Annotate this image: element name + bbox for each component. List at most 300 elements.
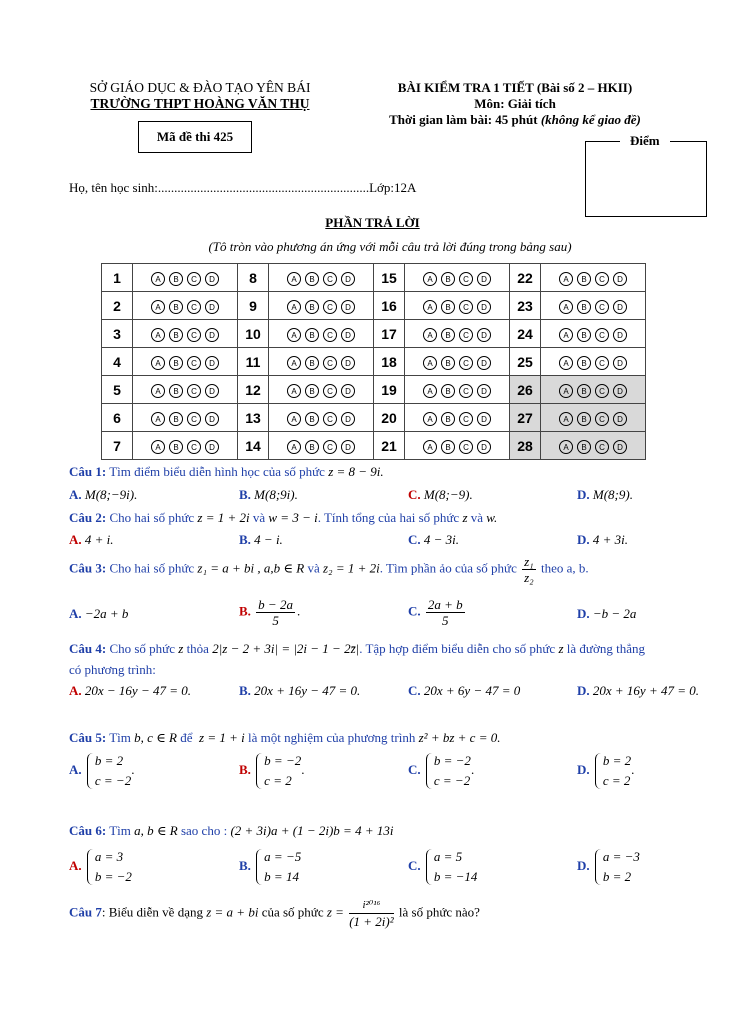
exam-title: BÀI KIỂM TRA 1 TIẾT (Bài số 2 – HKII) xyxy=(397,80,633,95)
answer-bubbles-cell xyxy=(541,348,646,376)
answer-bubbles-cell xyxy=(133,376,238,404)
q3-c-den: 5 xyxy=(442,613,449,628)
answer-bubble-c[interactable]: C xyxy=(459,272,473,286)
question-1 xyxy=(69,464,384,480)
answer-bubble-d[interactable]: D xyxy=(477,300,491,314)
q5-option-a-system xyxy=(85,751,131,791)
q3-expr1: z₁ = a + bi , a,b ∈ R xyxy=(197,560,305,576)
answer-bubbles-cell xyxy=(133,348,238,376)
q3-b-den: 5 xyxy=(272,613,279,628)
q3-option-a-label: A. xyxy=(69,606,82,621)
question-number-cell: 9 xyxy=(238,292,269,320)
answer-bubble-d[interactable]: D xyxy=(613,384,627,398)
q2-option-c[interactable] xyxy=(408,532,459,548)
answer-bubble-a[interactable]: A xyxy=(151,328,165,342)
answer-bubble-a[interactable]: A xyxy=(559,412,573,426)
question-number-cell: 19 xyxy=(374,376,405,404)
answer-bubble-c[interactable]: C xyxy=(323,440,337,454)
time-text: Thời gian làm bài: 45 phút xyxy=(389,112,538,127)
q4-option-b-label: B. xyxy=(239,683,251,698)
answer-bubble-a[interactable]: A xyxy=(423,440,437,454)
answer-bubble-b[interactable]: B xyxy=(577,300,591,314)
q5-b-line2: c = 2 xyxy=(264,773,292,788)
answer-bubble-c[interactable]: C xyxy=(595,300,609,314)
q1-option-d-label: D. xyxy=(577,487,590,502)
q2-text: Cho hai số phức xyxy=(109,510,195,525)
q5-option-d[interactable]: D. b = 2 c = 2 . xyxy=(577,751,634,791)
question-4 xyxy=(69,641,645,657)
q2-option-a[interactable] xyxy=(69,532,114,548)
q2-option-a-text: 4 + i. xyxy=(84,532,114,547)
answer-grid-row xyxy=(102,404,646,432)
q7-text2: của số phức xyxy=(261,904,324,920)
answer-bubbles-cell xyxy=(133,320,238,348)
question-7 xyxy=(69,898,480,929)
q7-frac-num: i²⁰¹⁶ xyxy=(349,898,393,914)
q5-text: Tìm xyxy=(109,730,131,745)
q1-option-b-text: M(8;9i). xyxy=(254,487,298,502)
q6-c-line1: a = 5 xyxy=(433,849,463,864)
answer-bubble-b[interactable]: B xyxy=(305,356,319,370)
score-box xyxy=(585,141,707,217)
exam-code-box: Mã đề thi 425 xyxy=(138,121,252,153)
q4-option-a-text: 20x − 16y − 47 = 0. xyxy=(84,683,191,698)
answer-bubble-d[interactable]: D xyxy=(477,272,491,286)
q5-a-line1: b = 2 xyxy=(94,753,124,768)
answer-bubble-b[interactable]: B xyxy=(169,356,183,370)
answer-bubble-c[interactable]: C xyxy=(187,384,201,398)
answer-bubble-d[interactable]: D xyxy=(613,272,627,286)
q6-c-line2: b = −14 xyxy=(433,869,478,884)
q3-option-c-frac xyxy=(426,597,465,628)
answer-bubble-b[interactable]: B xyxy=(169,440,183,454)
q5-label: Câu 5: xyxy=(69,730,107,745)
q2-option-c-label: C. xyxy=(408,532,421,547)
answer-bubble-b[interactable]: B xyxy=(305,384,319,398)
answer-bubble-b[interactable]: B xyxy=(441,412,455,426)
answer-bubble-c[interactable]: C xyxy=(187,272,201,286)
answer-bubble-a[interactable]: A xyxy=(287,300,301,314)
answer-bubble-d[interactable]: D xyxy=(341,328,355,342)
q6-a-line2: b = −2 xyxy=(94,869,132,884)
question-number-cell: 27 xyxy=(510,404,541,432)
answer-bubble-c[interactable]: C xyxy=(595,440,609,454)
answer-bubble-a[interactable]: A xyxy=(151,384,165,398)
answer-bubble-b[interactable]: B xyxy=(169,300,183,314)
answer-bubble-a[interactable]: A xyxy=(559,300,573,314)
answer-bubble-c[interactable]: C xyxy=(187,440,201,454)
q6-option-b-label: B. xyxy=(239,857,251,873)
answer-bubbles-cell xyxy=(541,264,646,292)
answer-bubble-c[interactable]: C xyxy=(323,272,337,286)
answer-bubble-d[interactable]: D xyxy=(613,412,627,426)
answer-bubble-c[interactable]: C xyxy=(187,412,201,426)
answer-bubble-b[interactable]: B xyxy=(305,328,319,342)
answer-bubble-d[interactable]: D xyxy=(205,272,219,286)
answer-bubble-c[interactable]: C xyxy=(323,384,337,398)
q6-option-c-system xyxy=(424,847,478,887)
question-number-cell: 8 xyxy=(238,264,269,292)
q6-vars: a, b ∈ R xyxy=(134,823,178,838)
q6-a-line1: a = 3 xyxy=(94,849,124,864)
q3-option-b-frac xyxy=(256,597,295,628)
answer-bubble-d[interactable]: D xyxy=(341,384,355,398)
q5-option-b[interactable]: B. b = −2 c = 2 . xyxy=(239,751,304,791)
q7-text3: là số phức nào? xyxy=(398,904,480,920)
q2-text2: . Tính tổng của hai số phức xyxy=(317,510,460,525)
answer-bubbles-cell xyxy=(541,376,646,404)
answer-bubbles-cell xyxy=(133,432,238,460)
answer-bubble-d[interactable]: D xyxy=(613,440,627,454)
answer-bubble-c[interactable]: C xyxy=(323,356,337,370)
answer-bubbles-cell xyxy=(405,264,510,292)
answer-bubble-b[interactable]: B xyxy=(169,272,183,286)
q5-d-line1: b = 2 xyxy=(602,753,632,768)
answer-bubble-d[interactable]: D xyxy=(205,300,219,314)
answer-bubble-a[interactable]: A xyxy=(559,384,573,398)
q4-option-c[interactable] xyxy=(408,683,520,699)
q2-option-b-text: 4 − i. xyxy=(254,532,283,547)
q6-label: Câu 6: xyxy=(69,823,107,838)
q1-option-d[interactable] xyxy=(577,487,633,503)
answer-bubble-a[interactable]: A xyxy=(151,356,165,370)
answer-bubble-b[interactable]: B xyxy=(577,356,591,370)
q2-and2: và xyxy=(470,510,484,525)
q4-z: z xyxy=(178,641,184,656)
q4-option-a[interactable] xyxy=(69,683,191,699)
answer-bubble-a[interactable]: A xyxy=(423,412,437,426)
answer-bubble-a[interactable]: A xyxy=(559,328,573,342)
answer-grid xyxy=(101,263,646,460)
answer-bubble-b[interactable]: B xyxy=(577,328,591,342)
question-number-cell: 25 xyxy=(510,348,541,376)
q7-zeq: z = xyxy=(326,904,344,920)
answer-bubble-c[interactable]: C xyxy=(595,384,609,398)
answer-bubbles-cell xyxy=(269,348,374,376)
q2-option-b[interactable] xyxy=(239,532,283,548)
answer-bubble-b[interactable]: B xyxy=(305,300,319,314)
question-number-cell: 11 xyxy=(238,348,269,376)
answer-bubble-b[interactable]: B xyxy=(169,384,183,398)
answer-bubble-d[interactable]: D xyxy=(341,440,355,454)
answer-bubble-d[interactable]: D xyxy=(205,328,219,342)
q1-option-c-text: M(8;−9). xyxy=(423,487,473,502)
q2-option-d-text: 4 + 3i. xyxy=(592,532,629,547)
answer-bubble-b[interactable]: B xyxy=(305,440,319,454)
answer-bubble-d[interactable]: D xyxy=(205,356,219,370)
q5-text2: để xyxy=(180,730,193,745)
q3-and: và xyxy=(307,560,320,576)
q3-option-a[interactable] xyxy=(69,606,128,622)
question-number-cell: 21 xyxy=(374,432,405,460)
answer-bubble-b[interactable]: B xyxy=(441,356,455,370)
q2-option-d-label: D. xyxy=(577,532,590,547)
q5-c-line1: b = −2 xyxy=(433,753,471,768)
answer-bubble-c[interactable]: C xyxy=(459,356,473,370)
q6-option-b[interactable] xyxy=(239,847,301,887)
time-line xyxy=(350,112,680,128)
q3-label: Câu 3: xyxy=(69,560,107,576)
answer-bubble-b[interactable]: B xyxy=(577,384,591,398)
question-number-cell: 7 xyxy=(102,432,133,460)
school-name: TRƯỜNG THPT HOÀNG VĂN THỤ xyxy=(90,96,310,111)
q4-text3: là đường thẳng xyxy=(566,641,645,656)
q4-text: Cho số phức xyxy=(109,641,175,656)
answer-bubble-c[interactable]: C xyxy=(459,300,473,314)
answer-bubble-c[interactable]: C xyxy=(459,384,473,398)
q4-option-b[interactable] xyxy=(239,683,360,699)
q1-option-b[interactable] xyxy=(239,487,298,503)
answer-bubble-c[interactable]: C xyxy=(187,356,201,370)
q3-option-d[interactable] xyxy=(577,606,636,622)
q4-label: Câu 4: xyxy=(69,641,107,656)
q4-option-d[interactable] xyxy=(577,683,699,699)
answer-bubble-d[interactable]: D xyxy=(341,412,355,426)
q3-option-c-label: C. xyxy=(408,603,421,619)
answer-bubble-c[interactable]: C xyxy=(187,300,201,314)
answer-bubble-a[interactable]: A xyxy=(423,356,437,370)
answer-bubble-a[interactable]: A xyxy=(559,272,573,286)
answer-bubble-b[interactable]: B xyxy=(169,328,183,342)
answer-bubble-c[interactable]: C xyxy=(459,412,473,426)
answer-bubble-d[interactable]: D xyxy=(341,356,355,370)
q2-label: Câu 2: xyxy=(69,510,107,525)
answer-bubble-a[interactable]: A xyxy=(423,300,437,314)
q5-option-d-system xyxy=(593,751,631,791)
answer-bubble-b[interactable]: B xyxy=(305,272,319,286)
answer-bubble-b[interactable]: B xyxy=(441,440,455,454)
answer-bubble-c[interactable]: C xyxy=(187,328,201,342)
q7-fraction xyxy=(349,898,393,929)
answer-bubbles-cell xyxy=(541,292,646,320)
q3-fraction xyxy=(522,554,536,585)
answer-bubble-d[interactable]: D xyxy=(477,384,491,398)
q3-option-a-text: −2a + b xyxy=(84,606,129,621)
answer-grid-row xyxy=(102,432,646,460)
q4-text2: . Tập hợp điểm biểu diễn cho số phức xyxy=(359,641,556,656)
q2-and: và xyxy=(252,510,266,525)
q6-option-b-system xyxy=(254,847,301,887)
q1-option-a[interactable] xyxy=(69,487,137,503)
answer-bubbles-cell xyxy=(405,292,510,320)
question-number-cell: 24 xyxy=(510,320,541,348)
q1-option-c-label: C. xyxy=(408,487,421,502)
answer-bubble-c[interactable]: C xyxy=(459,328,473,342)
answer-bubble-a[interactable]: A xyxy=(559,356,573,370)
answer-sheet-title: PHẦN TRẢ LỜI xyxy=(325,215,420,230)
answer-grid-row xyxy=(102,264,646,292)
q4-z2: z xyxy=(558,641,564,656)
answer-bubble-d[interactable]: D xyxy=(477,440,491,454)
q5-vars: b, c ∈ R xyxy=(134,730,177,745)
q7-text: : Biểu diễn về dạng xyxy=(101,904,203,920)
answer-bubble-c[interactable]: C xyxy=(595,272,609,286)
answer-bubble-a[interactable]: A xyxy=(287,272,301,286)
answer-bubbles-cell xyxy=(541,404,646,432)
answer-bubbles-cell xyxy=(133,292,238,320)
subject: Môn: Giải tích xyxy=(474,96,556,111)
q6-option-c[interactable] xyxy=(408,847,477,887)
q1-option-c[interactable] xyxy=(408,487,473,503)
question-number-cell: 17 xyxy=(374,320,405,348)
q6-b-line2: b = 14 xyxy=(264,869,299,884)
q2-z: z xyxy=(462,510,468,525)
answer-bubbles-cell xyxy=(269,320,374,348)
q6-b-line1: a = −5 xyxy=(264,849,302,864)
answer-bubble-a[interactable]: A xyxy=(287,412,301,426)
q4-option-c-text: 20x + 6y − 47 = 0 xyxy=(423,683,521,698)
q4-option-d-text: 20x + 16y + 47 = 0. xyxy=(592,683,699,698)
q1-expr: z = 8 − 9i. xyxy=(328,464,384,479)
answer-bubbles-cell xyxy=(541,432,646,460)
question-number-cell: 3 xyxy=(102,320,133,348)
q1-label: Câu 1: xyxy=(69,464,107,479)
q6-option-c-label: C. xyxy=(408,857,421,873)
answer-bubble-c[interactable]: C xyxy=(595,328,609,342)
answer-bubble-b[interactable]: B xyxy=(441,300,455,314)
q6-eq: (2 + 3i)a + (1 − 2i)b = 4 + 13i xyxy=(230,823,394,838)
answer-bubble-b[interactable]: B xyxy=(169,412,183,426)
answer-bubble-b[interactable]: B xyxy=(577,440,591,454)
answer-bubbles-cell xyxy=(269,404,374,432)
q5-expr: z = 1 + i xyxy=(199,730,245,745)
q6-d-line1: a = −3 xyxy=(602,849,640,864)
answer-bubble-b[interactable]: B xyxy=(577,412,591,426)
answer-bubble-d[interactable]: D xyxy=(205,384,219,398)
q1-option-b-label: B. xyxy=(239,487,251,502)
answer-grid-row xyxy=(102,376,646,404)
q3-frac-num: z₁ xyxy=(524,554,534,569)
answer-bubble-c[interactable]: C xyxy=(459,440,473,454)
q5-d-line2: c = 2 xyxy=(602,773,631,788)
q2-option-b-label: B. xyxy=(239,532,251,547)
answer-bubbles-cell xyxy=(405,348,510,376)
answer-bubble-d[interactable]: D xyxy=(613,356,627,370)
q6-option-d[interactable] xyxy=(577,847,640,887)
question-number-cell: 12 xyxy=(238,376,269,404)
answer-bubbles-cell xyxy=(269,432,374,460)
answer-bubble-b[interactable]: B xyxy=(577,272,591,286)
q3-text: Cho hai số phức xyxy=(109,560,195,576)
question-number-cell: 13 xyxy=(238,404,269,432)
q5-option-c[interactable]: C. b = −2 c = −2 . xyxy=(408,751,474,791)
answer-bubble-c[interactable]: C xyxy=(323,412,337,426)
answer-bubble-d[interactable]: D xyxy=(477,356,491,370)
q2-option-d[interactable] xyxy=(577,532,628,548)
answer-bubble-d[interactable]: D xyxy=(341,272,355,286)
answer-bubble-a[interactable]: A xyxy=(151,300,165,314)
q6-option-a-system xyxy=(85,847,132,887)
answer-bubble-a[interactable]: A xyxy=(151,272,165,286)
answer-bubble-a[interactable]: A xyxy=(287,328,301,342)
answer-bubbles-cell xyxy=(541,320,646,348)
q5-option-d-label: D. xyxy=(577,761,590,777)
question-number-cell: 26 xyxy=(510,376,541,404)
answer-bubble-d[interactable]: D xyxy=(613,328,627,342)
answer-bubble-a[interactable]: A xyxy=(151,440,165,454)
answer-bubble-b[interactable]: B xyxy=(441,384,455,398)
q6-d-line2: b = 2 xyxy=(602,869,632,884)
answer-bubble-d[interactable]: D xyxy=(477,328,491,342)
q4-text-b: thỏa xyxy=(186,641,209,656)
q5-c-line2: c = −2 xyxy=(433,773,471,788)
q7-frac-den: (1 + 2i)² xyxy=(349,914,394,929)
question-number-cell: 6 xyxy=(102,404,133,432)
q6-option-a[interactable] xyxy=(69,847,132,887)
answer-bubble-b[interactable]: B xyxy=(441,328,455,342)
q5-option-c-label: C. xyxy=(408,761,421,777)
q3-option-b[interactable]: B. $\frac{b - 2a}{5}$ . xyxy=(239,597,301,628)
q3-b-num: b − 2a xyxy=(258,597,293,612)
answer-bubble-c[interactable]: C xyxy=(323,328,337,342)
question-number-cell: 28 xyxy=(510,432,541,460)
q7-label: Câu 7 xyxy=(69,904,102,920)
q1-text: Tìm điểm biểu diễn hình học của số phức xyxy=(109,464,325,479)
answer-bubble-a[interactable]: A xyxy=(559,440,573,454)
answer-bubble-b[interactable]: B xyxy=(305,412,319,426)
q3-expr2: z₂ = 1 + 2i xyxy=(322,560,380,576)
q3-option-d-label: D. xyxy=(577,606,590,621)
question-number-cell: 15 xyxy=(374,264,405,292)
answer-bubble-a[interactable]: A xyxy=(287,440,301,454)
q6-option-a-label: A. xyxy=(69,857,82,873)
q5-option-c-system xyxy=(424,751,471,791)
q7-expr: z = a + bi xyxy=(206,904,259,920)
q5-option-b-system xyxy=(254,751,301,791)
answer-bubbles-cell xyxy=(405,320,510,348)
answer-bubble-d[interactable]: D xyxy=(205,440,219,454)
answer-grid-row xyxy=(102,320,646,348)
q4-option-c-label: C. xyxy=(408,683,421,698)
q5-text3: là một nghiệm của phương trình xyxy=(247,730,416,745)
q4-option-b-text: 20x + 16y − 47 = 0. xyxy=(254,683,361,698)
answer-bubble-a[interactable]: A xyxy=(423,272,437,286)
q3-c-num: 2a + b xyxy=(427,597,463,612)
q6-option-d-label: D. xyxy=(577,857,590,873)
q3-text2: . Tìm phần ảo của số phức xyxy=(379,560,517,576)
question-number-cell: 22 xyxy=(510,264,541,292)
answer-bubble-d[interactable]: D xyxy=(341,300,355,314)
q3-option-c[interactable] xyxy=(408,597,467,628)
q2-option-a-label: A. xyxy=(69,532,82,547)
q5-option-a[interactable]: A. b = 2 c = −2 . xyxy=(69,751,134,791)
answer-bubbles-cell xyxy=(269,264,374,292)
answer-bubble-a[interactable]: A xyxy=(151,412,165,426)
answer-bubble-c[interactable]: C xyxy=(323,300,337,314)
answer-bubble-a[interactable]: A xyxy=(423,384,437,398)
answer-bubble-a[interactable]: A xyxy=(287,356,301,370)
time-note: (không kể giao đề) xyxy=(540,112,641,127)
answer-bubble-a[interactable]: A xyxy=(287,384,301,398)
q2-option-c-text: 4 − 3i. xyxy=(423,532,460,547)
answer-bubble-a[interactable]: A xyxy=(423,328,437,342)
answer-bubbles-cell xyxy=(133,264,238,292)
answer-bubble-d[interactable]: D xyxy=(205,412,219,426)
q1-option-a-label: A. xyxy=(69,487,82,502)
answer-bubble-d[interactable]: D xyxy=(477,412,491,426)
question-number-cell: 5 xyxy=(102,376,133,404)
question-number-cell: 10 xyxy=(238,320,269,348)
q2-expr2: w = 3 − i xyxy=(268,510,318,525)
answer-bubble-d[interactable]: D xyxy=(613,300,627,314)
q6-text: Tìm xyxy=(109,823,131,838)
answer-bubble-c[interactable]: C xyxy=(595,356,609,370)
answer-bubble-c[interactable]: C xyxy=(595,412,609,426)
q5-eq: z² + bz + c = 0. xyxy=(418,730,501,745)
answer-bubbles-cell xyxy=(269,376,374,404)
answer-bubble-b[interactable]: B xyxy=(441,272,455,286)
question-number-cell: 1 xyxy=(102,264,133,292)
